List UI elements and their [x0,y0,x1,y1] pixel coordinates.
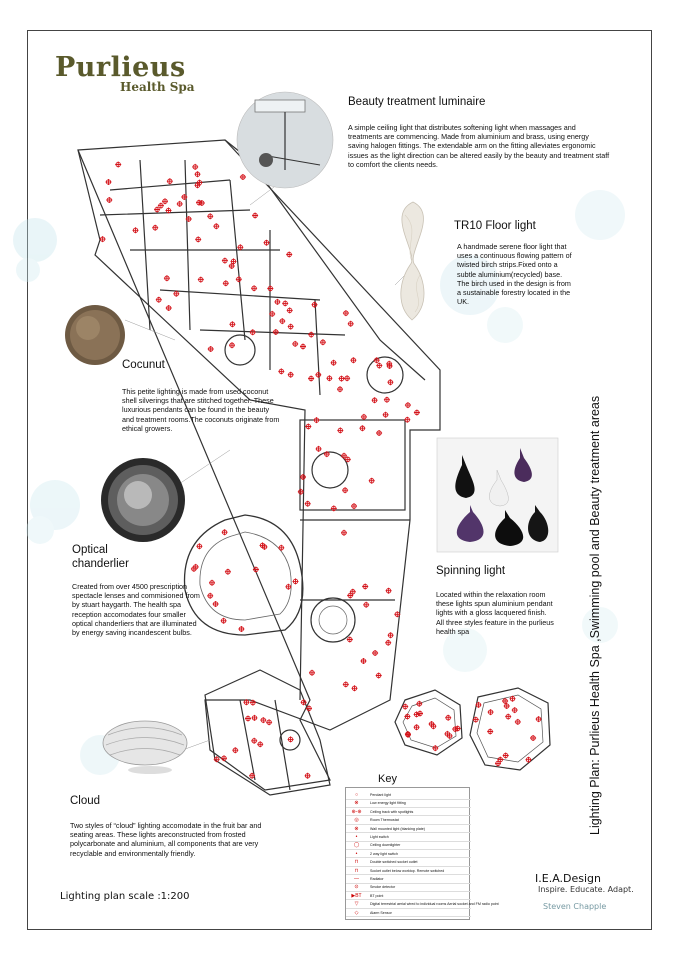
coconut-light-image [65,305,125,365]
key-row [346,826,471,834]
light-marker-cross [195,171,201,177]
key-symbol: ○ [354,792,359,798]
light-marker-cross [222,529,228,535]
light-marker-cross [288,736,294,742]
key-label: Double switched socket outlet [370,860,418,865]
light-marker-cross [372,397,378,403]
spinning-text: Located within the relaxation room these lights spun aluminium pendant lights with a gloss lacquered finish. All three styles feature in the purlieus health spa [436,590,554,636]
key-label: BT point [370,893,384,898]
light-marker-cross [100,236,106,242]
light-marker-cross [285,584,291,590]
light-marker-cross [213,601,219,607]
light-marker-cross [229,342,235,348]
key-label: 2 way light switch [370,851,398,856]
optical-title-line1: Optical [72,544,108,556]
light-marker-cross [282,300,288,306]
light-marker-cross [164,275,170,281]
key-label: Low energy light fitting [370,801,406,806]
key-symbol: ▽ [354,901,359,908]
light-marker-cross [352,685,358,691]
light-marker-cross [503,753,509,759]
light-marker-cross [264,240,270,246]
tr10-text: A handmade serene floor light that uses a continuous flowing pattern of twisted birch strips.Fixed onto a subtle aluminium(recycled) base. The birch used in the design is from a sustainable forestry located in the UK. [457,242,572,307]
light-marker-cross [314,417,320,423]
light-marker-cross [267,286,273,292]
key-label: Wall mounted light (blanking plate) [370,826,425,831]
light-marker-cross [207,213,213,219]
light-marker-cross [288,372,294,378]
light-marker-cross [133,227,139,233]
key-row [346,817,471,825]
key-row [346,876,471,884]
key-symbol: ▶BT [351,892,362,899]
key-row [346,901,499,909]
light-marker-cross [487,729,493,735]
optical-chandelier-image [101,458,185,542]
light-marker-cross [316,446,322,452]
key-row [346,800,471,808]
cloud-text: Two styles of “cloud” lighting accomodate in the fruit bar and seating areas. These lights areconstructed from frosted polycarbonate and aluminium, all components that are very recyclable and environmentally friendly. [70,821,262,858]
light-marker-cross [363,602,369,608]
light-marker-cross [331,360,337,366]
light-marker-cross [362,584,368,590]
light-marker-cross [292,341,298,347]
light-marker-cross [166,305,172,311]
key-symbol: • [355,850,358,857]
key-symbol: ⊗ [354,800,359,807]
light-marker-cross [386,588,392,594]
light-marker-cross [223,280,229,286]
key-row [346,834,471,842]
light-marker-cross [414,724,420,730]
key-symbol: ◇ [354,909,359,916]
light-marker-cross [300,474,306,480]
key-symbol: ⊓ [354,867,359,874]
light-marker-cross [207,593,213,599]
light-marker-cross [343,310,349,316]
company-name: I.E.A.Design [535,872,601,885]
author-name: Steven Chapple [543,902,607,911]
light-marker-cross [196,543,202,549]
light-marker-cross [232,747,238,753]
light-marker-cross [167,178,173,184]
logo-title: Purlieus [55,52,186,83]
light-marker-cross [445,715,451,721]
light-marker-cross [225,569,231,575]
light-marker-cross [388,632,394,638]
light-marker-cross [312,302,318,308]
key-label: Ceiling downlighter [370,843,401,848]
light-marker-cross [236,276,242,282]
light-marker-cross [300,344,306,350]
light-marker-cross [162,198,168,204]
light-marker-cross [209,580,215,586]
light-marker-cross [315,372,321,378]
light-marker-cross [376,430,382,436]
plan-scale: Lighting plan scale :1:200 [60,891,190,902]
key-label: Alarm Sensor [370,910,392,915]
light-marker-cross [288,324,294,330]
light-marker-cross [250,329,256,335]
key-symbol: ◎ [354,817,359,824]
light-marker-cross [351,503,357,509]
key-symbol: ⊕-⊕ [351,808,362,815]
light-marker-cross [432,745,438,751]
light-marker-cross [515,719,521,725]
light-marker-cross [376,673,382,679]
logo-subtitle: Health Spa [120,80,195,94]
light-marker-cross [502,698,508,704]
key-label: Ceiling track with spotlights [370,809,414,814]
optical-title-line2: chanderlier [72,558,129,570]
light-marker-cross [361,414,367,420]
light-marker-cross [240,174,246,180]
key-legend [345,787,499,920]
light-marker-cross [383,412,389,418]
key-row [346,859,471,867]
key-row [346,792,471,800]
light-marker-cross [376,363,382,369]
light-marker-cross [372,650,378,656]
light-marker-cross [309,670,315,676]
light-marker-cross [273,329,279,335]
key-symbol: ⊓ [354,859,359,866]
light-marker-cross [337,427,343,433]
light-marker-cross [350,357,356,363]
light-marker-cross [208,346,214,352]
key-row [346,910,471,918]
light-marker-cross [416,701,422,707]
light-marker-cross [339,376,345,382]
light-marker-cross [257,741,263,747]
light-marker-cross [286,252,292,258]
light-marker-cross [274,299,280,305]
key-label: Light switch [370,835,389,839]
cloud-title: Cloud [70,795,101,807]
light-marker-cross [106,179,112,185]
key-label: Radiator [370,877,384,881]
light-marker-cross [279,318,285,324]
key-row [346,868,471,876]
tr10-title: TR10 Floor light [454,220,536,232]
light-marker-cross [177,201,183,207]
light-marker-cross [278,368,284,374]
key-row [346,809,471,817]
light-marker-cross [266,719,272,725]
light-marker-cross [229,321,235,327]
light-marker-cross [512,707,518,713]
light-marker-cross [287,307,293,313]
key-title: Key [378,773,397,785]
light-marker-cross [361,658,367,664]
light-marker-cross [305,501,311,507]
key-row [346,884,471,892]
light-marker-cross [337,386,343,392]
light-marker-cross [347,637,353,643]
light-marker-cross [192,164,198,170]
light-marker-cross [305,773,311,779]
light-marker-cross [414,410,420,416]
key-symbol: — [354,876,359,882]
light-marker-cross [251,285,257,291]
coconut-text: This petite lighting is made from used coconut shell silverings that are stitched together. These luxurious pendants can be found in the beauty and treatment rooms.The coconuts originate from ethical growers. [122,387,280,433]
light-marker-cross [238,626,244,632]
vertical-plan-title: Lighting Plan: Purlieus Health Spa ,Swimming pool and Beauty treatment areas [588,395,602,835]
light-marker-cross [385,640,391,646]
light-marker-cross [384,397,390,403]
beauty-luminaire-image [237,92,333,188]
light-marker-cross [198,277,204,283]
light-marker-cross [260,717,266,723]
light-marker-cross [222,258,228,264]
light-marker-cross [341,530,347,536]
key-row [346,851,471,859]
light-marker-cross [505,714,511,720]
key-row [346,842,471,850]
light-marker-cross [405,402,411,408]
beauty-luminaire-title: Beauty treatment luminaire [348,96,486,108]
light-marker-cross [251,738,257,744]
light-marker-cross [195,236,201,242]
spinning-title: Spinning light [436,565,506,577]
key-label: Digital terrestrial aerial wired to individual rooms Aerial socket and FM radio point [370,902,499,907]
tr10-floor-light-image [401,202,424,320]
spinning-light-image [437,438,558,552]
light-marker-cross [387,379,393,385]
light-marker-cross [152,225,158,231]
key-symbol: ⊙ [354,884,359,891]
light-marker-cross [530,735,536,741]
light-marker-cross [359,425,365,431]
key-row [346,893,471,901]
company-tagline: Inspire. Educate. Adapt. [538,885,634,894]
light-marker-cross [369,478,375,484]
light-marker-cross [156,297,162,303]
light-marker-cross [278,545,284,551]
light-marker-cross [252,715,258,721]
light-marker-cross [221,755,227,761]
light-marker-cross [348,321,354,327]
beauty-luminaire-text: A simple ceiling light that distributes softening light when massages and treatments are commencing. Made from aluminium and brass, using energy saving halogen fittings. The extendable arm on the fitting alleviates ergonomic issues as the light direction can be altered easily by the beauty and treatment staff to comfort the clients needs. [348,123,610,169]
key-symbol: ⊗ [354,825,359,832]
light-marker-cross [308,332,314,338]
key-label: Smoke detector [370,885,396,890]
light-marker-cross [488,709,494,715]
light-marker-cross [305,424,311,430]
light-marker-cross [213,223,219,229]
key-symbol: • [355,834,358,840]
light-marker-cross [293,578,299,584]
light-marker-cross [252,213,258,219]
key-symbol: ◯ [353,842,360,849]
light-marker-cross [298,489,304,495]
light-marker-cross [326,375,332,381]
light-marker-cross [343,681,349,687]
light-marker-cross [245,716,251,722]
light-marker-cross [221,618,227,624]
optical-text: Created from over 4500 prescription spectacle lenses and commisioned from by stuart haygarth. The health spa reception accomodates four smaller optical chanderliers that are illuminated by energy saving incandescent bulbs. [72,582,200,638]
key-label: Room Thermostat [370,818,399,823]
light-marker-cross [115,162,121,168]
key-label: Pendant light [370,793,391,797]
light-marker-cross [344,375,350,381]
light-marker-cross [320,339,326,345]
light-marker-cross [342,487,348,493]
coconut-title: Cocunut [122,359,165,371]
light-marker-cross [504,703,510,709]
light-marker-cross [106,197,112,203]
light-marker-cross [536,716,542,722]
key-label: Socket outlet below worktop. Remote switched [370,868,445,873]
light-marker-cross [308,376,314,382]
